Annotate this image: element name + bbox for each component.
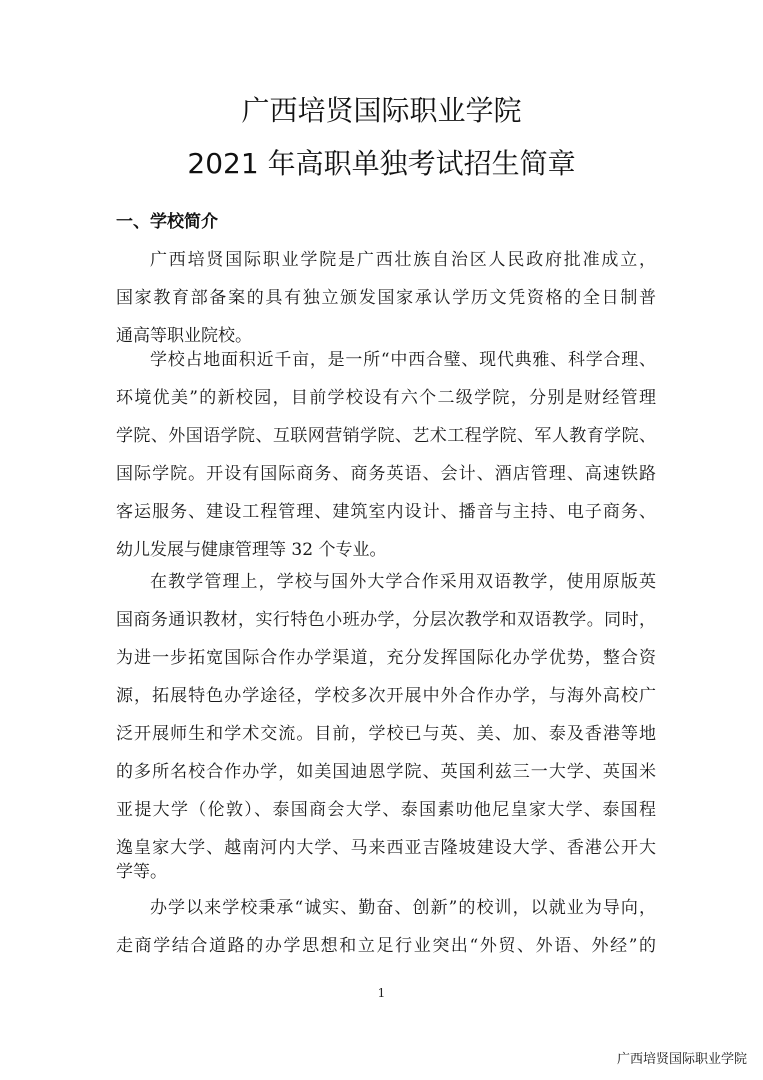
- paragraph-line: 国际学院。开设有国际商务、商务英语、会计、酒店管理、高速铁路: [116, 464, 656, 484]
- watermark-text: 广西培贤国际职业学院: [616, 1052, 747, 1067]
- paragraph-line: 广西培贤国际职业学院是广西壮族自治区人民政府批准成立，: [150, 250, 656, 270]
- paragraph-line: 学等。: [116, 862, 167, 882]
- paragraph-line: 国商务通识教材，实行特色小班办学，分层次教学和双语教学。同时，: [116, 610, 656, 630]
- paragraph-line: 环境优美”的新校园，目前学校设有六个二级学院，分别是财经管理: [116, 388, 656, 408]
- document-subtitle: 2021 年高职单独考试招生简章: [187, 147, 576, 180]
- page-number: 1: [377, 986, 386, 1000]
- paragraph-line: 走商学结合道路的办学思想和立足行业突出“外贸、外语、外经”的: [116, 936, 656, 956]
- paragraph-line: 客运服务、建设工程管理、建筑室内设计、播音与主持、电子商务、: [116, 502, 656, 522]
- paragraph-line: 泛开展师生和学术交流。目前，学校已与英、美、加、泰及香港等地: [116, 724, 656, 744]
- paragraph-line: 通高等职业院校。: [116, 326, 252, 346]
- paragraph-line: 亚提大学（伦敦）、泰国商会大学、泰国素叻他尼皇家大学、泰国程: [116, 800, 656, 820]
- paragraph-line: 办学以来学校秉承“诚实、勤奋、创新”的校训，以就业为导向，: [150, 898, 656, 918]
- paragraph-line: 逸皇家大学、越南河内大学、马来西亚吉隆坡建设大学、香港公开大: [116, 838, 656, 858]
- paragraph-line: 幼儿发展与健康管理等 32 个专业。: [116, 540, 387, 560]
- paragraph-line: 在教学管理上，学校与国外大学合作采用双语教学，使用原版英: [150, 572, 656, 592]
- paragraph-line: 为进一步拓宽国际合作办学渠道，充分发挥国际化办学优势，整合资: [116, 648, 656, 668]
- document-title: 广西培贤国际职业学院: [241, 94, 522, 127]
- paragraph-line: 的多所名校合作办学，如美国迪恩学院、英国利兹三一大学、英国米: [116, 762, 656, 782]
- section-heading: 一、学校简介: [116, 212, 218, 232]
- paragraph-line: 国家教育部备案的具有独立颁发国家承认学历文凭资格的全日制普: [116, 288, 656, 308]
- paragraph-line: 学院、外国语学院、互联网营销学院、艺术工程学院、军人教育学院、: [116, 426, 656, 446]
- paragraph-line: 源，拓展特色办学途径，学校多次开展中外合作办学，与海外高校广: [116, 686, 656, 706]
- paragraph-line: 学校占地面积近千亩，是一所“中西合璧、现代典雅、科学合理、: [150, 350, 656, 370]
